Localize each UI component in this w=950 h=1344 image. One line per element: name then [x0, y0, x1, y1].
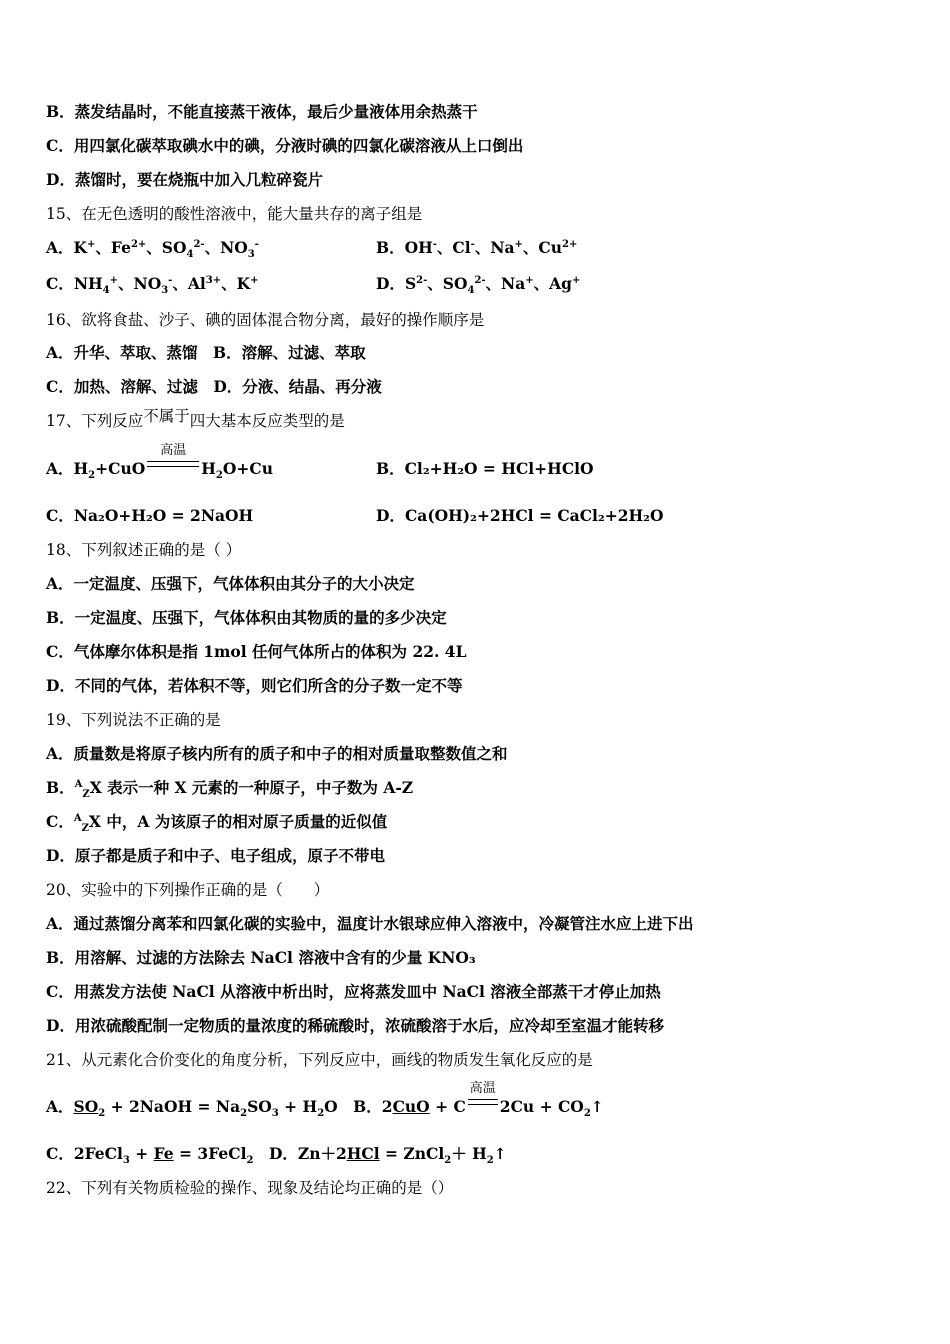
q19-option-c: C．$^A_Z$X 中，A 为该原子的相对原子质量的近似值	[46, 812, 388, 835]
q20-option-d: D．用浓硫酸配制一定物质的量浓度的稀硫酸时，浓硫酸溶于水后，应冷却至室温才能转移	[46, 1016, 664, 1035]
q18-option-b: B．一定温度、压强下，气体体积由其物质的量的多少决定	[46, 608, 447, 627]
q18-stem: 18、下列叙述正确的是（ ）	[46, 541, 242, 559]
q19-option-b: B．$^A_Z$X 表示一种 X 元素的一种原子，中子数为 A-Z	[46, 778, 414, 801]
q17-option-c: C．Na₂O+H₂O = 2NaOH	[46, 506, 254, 525]
q21-options-cd: C．2FeCl$_3$ + Fe = 3FeCl$_2$ D．Zn＋2HCl = ZnCl$_2$＋ $H_2↑$	[46, 1144, 507, 1167]
q18-option-a: A．一定温度、压强下，气体体积由其分子的大小决定	[46, 574, 415, 593]
q15-option-b: B．OH-、Cl-、Na+、$Cu^{2+}$	[376, 238, 578, 257]
q16-options-ab: A．升华、萃取、蒸馏 B．溶解、过滤、萃取	[46, 343, 366, 362]
q20-option-a: A．通过蒸馏分离苯和四氯化碳的实验中，温度计水银球应伸入溶液中，冷凝管注水应上进下出	[46, 914, 694, 933]
q21-options-ab: A．$SO_2$ + 2NaOH = $Na_2SO_3 + H_2O$ B．2CuO + C 高温 $2Cu + CO_2↑$	[46, 1081, 604, 1120]
q21-stem: 21、从元素化合价变化的角度分析，下列反应中，画线的物质发生氧化反应的是	[46, 1051, 593, 1069]
q20-option-c: C．用蒸发方法使 NaCl 从溶液中析出时，应将蒸发皿中 NaCl 溶液全部蒸干才停止加热	[46, 982, 661, 1001]
q14-option-c: C．用四氯化碳萃取碘水中的碘，分液时碘的四氯化碳溶液从上口倒出	[46, 136, 524, 155]
q15-option-c: C．$NH_4^+$、$NO_3^-$、$Al^{3+}$、K+	[46, 274, 259, 297]
q19-option-d: D．原子都是质子和中子、电子组成，原子不带电	[46, 846, 385, 865]
q18-option-c: C．气体摩尔体积是指 1mol 任何气体所占的体积为 22. 4L	[46, 642, 467, 661]
q15-stem: 15、在无色透明的酸性溶液中，能大量共存的离子组是	[46, 205, 423, 223]
q16-stem: 16、欲将食盐、沙子、碘的固体混合物分离，最好的操作顺序是	[46, 311, 485, 329]
high-temp-condition: 高温	[147, 459, 199, 479]
q16-options-cd: C．加热、溶解、过滤 D．分液、结晶、再分液	[46, 377, 382, 396]
q15-option-a: A．K+、$Fe^{2+}$、$SO_4^{2-}$、$NO_3^-$	[46, 238, 259, 261]
q15-option-d: D．$S^{2-}$、$SO_4^{2-}$、Na+、Ag+	[376, 274, 581, 297]
q22-stem: 22、下列有关物质检验的操作、现象及结论均正确的是（）	[46, 1179, 454, 1197]
q20-stem: 20、实验中的下列操作正确的是（ ）	[46, 881, 330, 899]
q17-option-d: D．Ca(OH)₂+2HCl = CaCl₂+2H₂O	[376, 506, 664, 525]
q18-option-d: D．不同的气体，若体积不等，则它们所含的分子数一定不等	[46, 676, 463, 695]
q14-option-b: B．蒸发结晶时，不能直接蒸干液体，最后少量液体用余热蒸干	[46, 102, 478, 121]
q17-option-b: B．Cl₂+H₂O = HCl+HClO	[376, 459, 594, 478]
q19-stem: 19、下列说法不正确的是	[46, 711, 221, 729]
q17-option-a: A．$H_2+CuO$ 高温 $H_2O+Cu$	[46, 443, 273, 482]
q14-option-d: D．蒸馏时，要在烧瓶中加入几粒碎瓷片	[46, 170, 323, 189]
high-temp-condition: 高温	[468, 1097, 498, 1117]
q20-option-b: B．用溶解、过滤的方法除去 NaCl 溶液中含有的少量 KNO₃	[46, 948, 476, 967]
q17-stem: 17、下列反应不属于四大基本反应类型的是	[46, 407, 345, 430]
q19-option-a: A．质量数是将原子核内所有的质子和中子的相对质量取整数值之和	[46, 744, 508, 763]
